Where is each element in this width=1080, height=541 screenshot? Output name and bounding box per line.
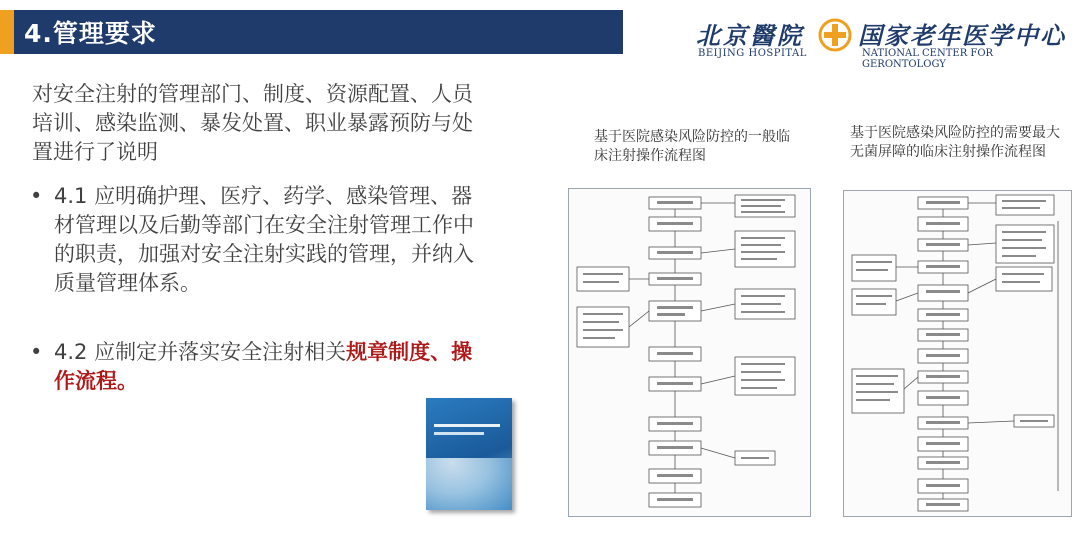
guideline-book-image [426,398,512,510]
flowchart-diagram [844,191,1071,516]
beijing-hospital-logo-cn: 北京醫院 [696,21,804,50]
bullet-text-plain: 4.2 应制定并落实安全注射相关 [54,340,347,364]
book-title-stripe [434,424,500,427]
book-cover-art [426,458,512,510]
flowchart-title-max-barrier: 基于医院感染风险防控的需要最大无菌屏障的临床注射操作流程图 [850,125,1060,160]
ncg-logo-en: NATIONAL CENTER FOR GERONTOLOGY [862,48,994,70]
bullet-item-4-2 [30,338,480,396]
hospital-emblem-icon [818,18,852,52]
bullet-text-highlight: 规章制度、操作流程 [54,340,473,393]
bullet-text-end: 。 [117,369,138,393]
book-subtitle-stripe [434,432,484,435]
flowchart-image-general [568,188,811,517]
bullet-marker: • [30,340,43,364]
beijing-hospital-logo-en: BEIJING HOSPITAL [698,48,807,59]
page-title: 4.管理要求 [24,19,157,48]
flowchart-title-general: 基于医院感染风险防控的一般临床注射操作流程图 [594,129,790,164]
bullet-marker: • [30,184,43,208]
bullet-text [30,338,480,396]
bullet-item-4-1 [30,182,480,298]
bullet-text: 4.1 应明确护理、医疗、药学、感染管理、器材管理以及后勤等部门在安全注射管理工作中的职责，加强对安全注射实践的管理，并纳入质量管理体系。 [54,184,474,295]
title-accent [0,10,14,54]
flowchart-diagram [569,189,810,516]
intro-paragraph: 对安全注射的管理部门、制度、资源配置、人员培训、感染监测、暴发处置、职业暴露预防与处置进行了说明 [32,82,473,164]
logo-area [690,16,1080,70]
ncg-logo-cn: 国家老年医学中心 [858,21,1066,50]
flowchart-image-max-barrier [843,190,1072,517]
